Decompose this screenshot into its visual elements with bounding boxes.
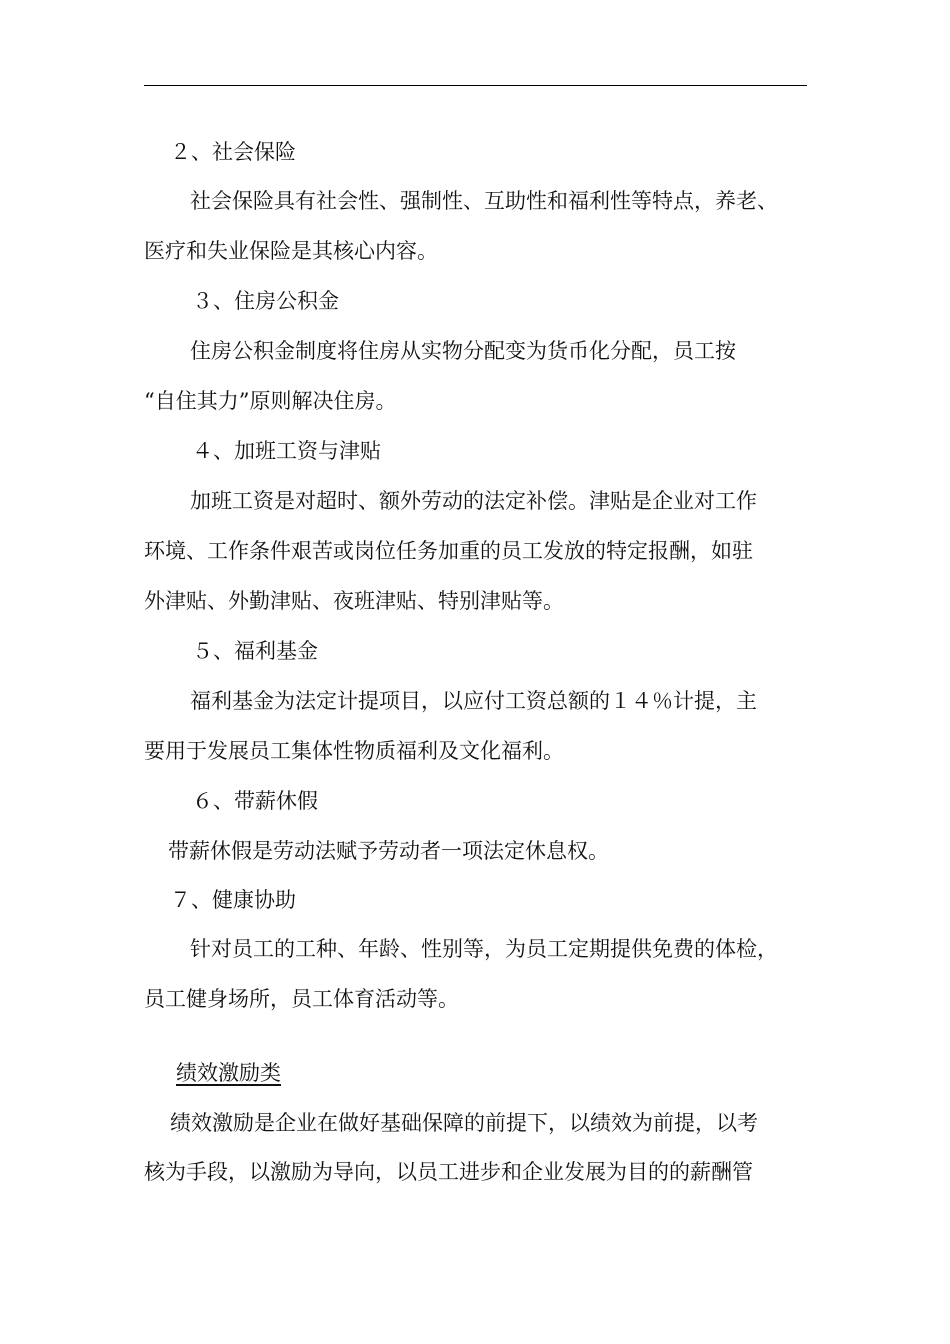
- paragraph-line: 福利基金为法定计提项目，以应付工资总额的１４％计提，主: [190, 689, 757, 713]
- paragraph-line: 环境、工作条件艰苦或岗位任务加重的员工发放的特定报酬，如驻: [144, 539, 753, 563]
- paragraph-line: 外津贴、外勤津贴、夜班津贴、特别津贴等。: [144, 589, 564, 613]
- section-heading-overtime: ４、加班工资与津贴: [192, 439, 381, 463]
- section-heading-health: ７、健康协助: [170, 888, 296, 912]
- paragraph-line: “自住其力”原则解决住房。: [144, 389, 397, 413]
- section-heading-social-insurance: ２、社会保险: [170, 140, 296, 164]
- header-rule: [144, 85, 807, 86]
- paragraph-line: 绩效激励是企业在做好基础保障的前提下，以绩效为前提，以考: [170, 1111, 758, 1135]
- paragraph-line: 加班工资是对超时、额外劳动的法定补偿。津贴是企业对工作: [190, 489, 757, 513]
- category-title: 绩效激励类: [176, 1061, 281, 1085]
- section-heading-paid-leave: ６、带薪休假: [192, 789, 318, 813]
- paragraph-line: 员工健身场所，员工体育活动等。: [144, 987, 459, 1011]
- section-heading-welfare-fund: ５、福利基金: [192, 639, 318, 663]
- paragraph-line: 社会保险具有社会性、强制性、互助性和福利性等特点，养老、: [190, 189, 778, 213]
- paragraph-line: 核为手段，以激励为导向，以员工进步和企业发展为目的的薪酬管: [144, 1160, 753, 1184]
- paragraph-line: 带薪休假是劳动法赋予劳动者一项法定休息权。: [168, 839, 609, 863]
- paragraph-line: 要用于发展员工集体性物质福利及文化福利。: [144, 739, 564, 763]
- section-heading-housing-fund: ３、住房公积金: [192, 289, 339, 313]
- paragraph-line: 住房公积金制度将住房从实物分配变为货币化分配，员工按: [190, 339, 736, 363]
- paragraph-line: 针对员工的工种、年龄、性别等，为员工定期提供免费的体检，: [190, 937, 778, 961]
- paragraph-line: 医疗和失业保险是其核心内容。: [144, 239, 438, 263]
